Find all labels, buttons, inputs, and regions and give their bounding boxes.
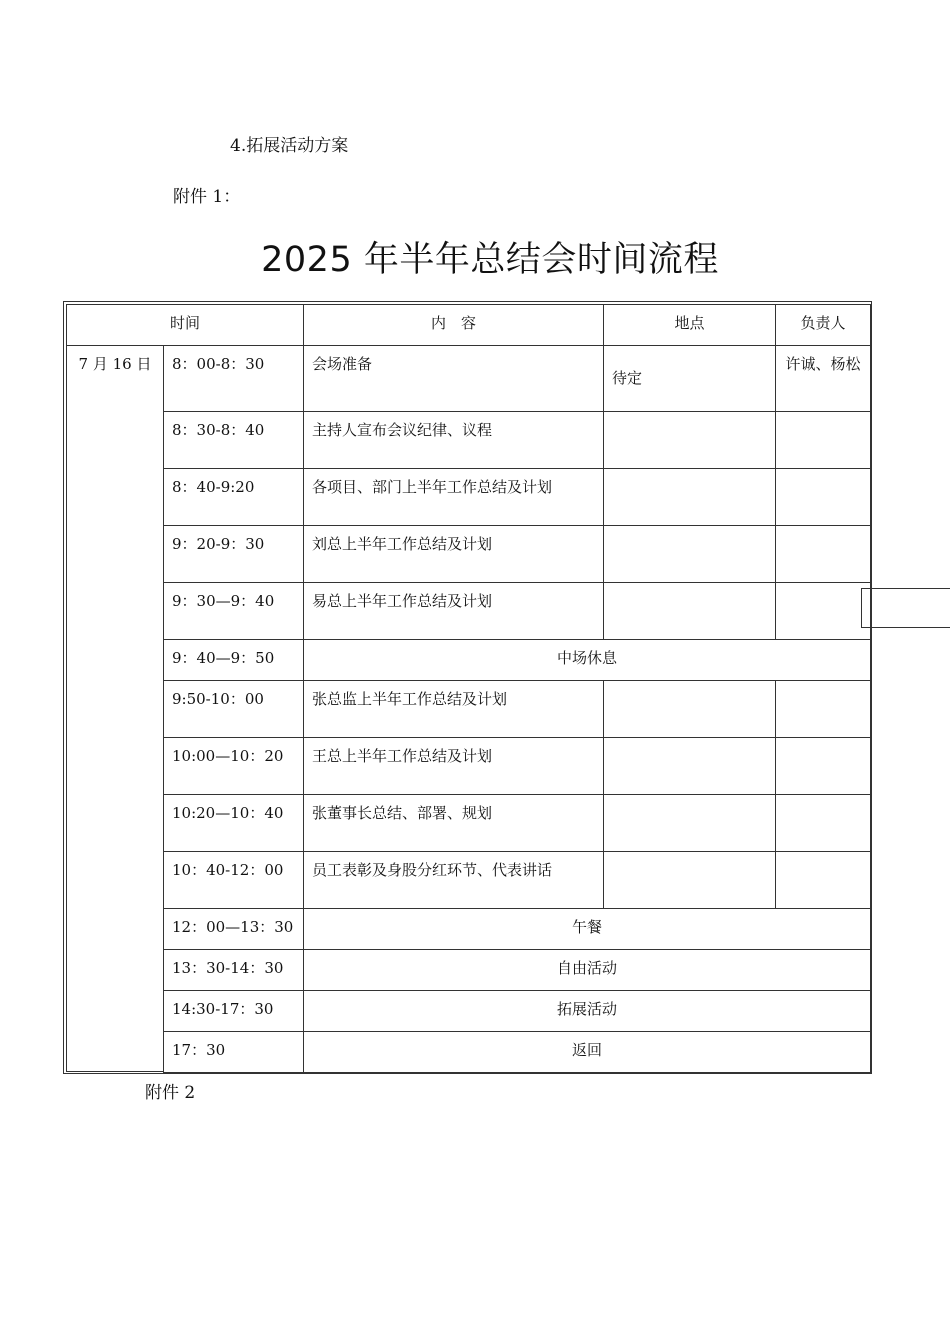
row-content-merged: 自由活动: [303, 949, 871, 991]
row-content: 员工表彰及身股分红环节、代表讲话: [303, 851, 604, 909]
section-heading-item4: 4.拓展活动方案: [230, 136, 349, 156]
row-time: 10:20—10：40: [163, 794, 304, 852]
attachment-2-label: 附件 2: [145, 1083, 196, 1103]
row-time: 17：30: [163, 1031, 304, 1073]
row-time: 9:50-10：00: [163, 680, 304, 738]
row-content: 刘总上半年工作总结及计划: [303, 525, 604, 583]
row-content-merged: 拓展活动: [303, 990, 871, 1032]
page-title: 2025 年半年总结会时间流程: [261, 240, 719, 280]
row-time: 8：00-8：30: [163, 345, 304, 412]
row-location: [603, 794, 776, 852]
row-time: 12：00—13：30: [163, 908, 304, 950]
row-content-merged: 午餐: [303, 908, 871, 950]
row-location: [603, 851, 776, 909]
row-content: 易总上半年工作总结及计划: [303, 582, 604, 640]
row-time: 13：30-14：30: [163, 949, 304, 991]
row-location: [603, 582, 776, 640]
empty-text-box: [861, 588, 950, 628]
row-location: [603, 345, 776, 412]
row-owner: [775, 411, 871, 469]
row-content-merged: 中场休息: [303, 639, 871, 681]
header-content: 内 容: [303, 304, 604, 346]
row-location: [603, 737, 776, 795]
row-time: 8：30-8：40: [163, 411, 304, 469]
row-owner: [775, 794, 871, 852]
date-cell: 7 月 16 日: [66, 345, 164, 1072]
row-time: 9：40—9：50: [163, 639, 304, 681]
row-time: 14:30-17：30: [163, 990, 304, 1032]
row-content: 主持人宣布会议纪律、议程: [303, 411, 604, 469]
row-content-merged: 返回: [303, 1031, 871, 1073]
row-time: 8：40-9:20: [163, 468, 304, 526]
row-time: 10：40-12：00: [163, 851, 304, 909]
row-time: 9：20-9：30: [163, 525, 304, 583]
row-location: [603, 525, 776, 583]
row-owner: 许诚、杨松: [775, 345, 871, 412]
attachment-1-label: 附件 1：: [173, 187, 241, 207]
row-content: 王总上半年工作总结及计划: [303, 737, 604, 795]
row-content: 张董事长总结、部署、规划: [303, 794, 604, 852]
row-time: 10:00—10：20: [163, 737, 304, 795]
header-owner: 负责人: [775, 304, 871, 346]
row-time: 9：30—9：40: [163, 582, 304, 640]
row-location: [603, 680, 776, 738]
row-location: [603, 468, 776, 526]
row-content: 张总监上半年工作总结及计划: [303, 680, 604, 738]
row-owner: [775, 851, 871, 909]
row-owner: [775, 680, 871, 738]
row-content: 会场准备: [303, 345, 604, 412]
row-location: [603, 411, 776, 469]
row-owner: [775, 468, 871, 526]
header-time: 时间: [66, 304, 304, 346]
row-owner: [775, 582, 871, 640]
row-location-text: 待定: [612, 369, 643, 387]
header-location: 地点: [603, 304, 776, 346]
row-owner: [775, 525, 871, 583]
row-content: 各项目、部门上半年工作总结及计划: [303, 468, 604, 526]
row-owner: [775, 737, 871, 795]
